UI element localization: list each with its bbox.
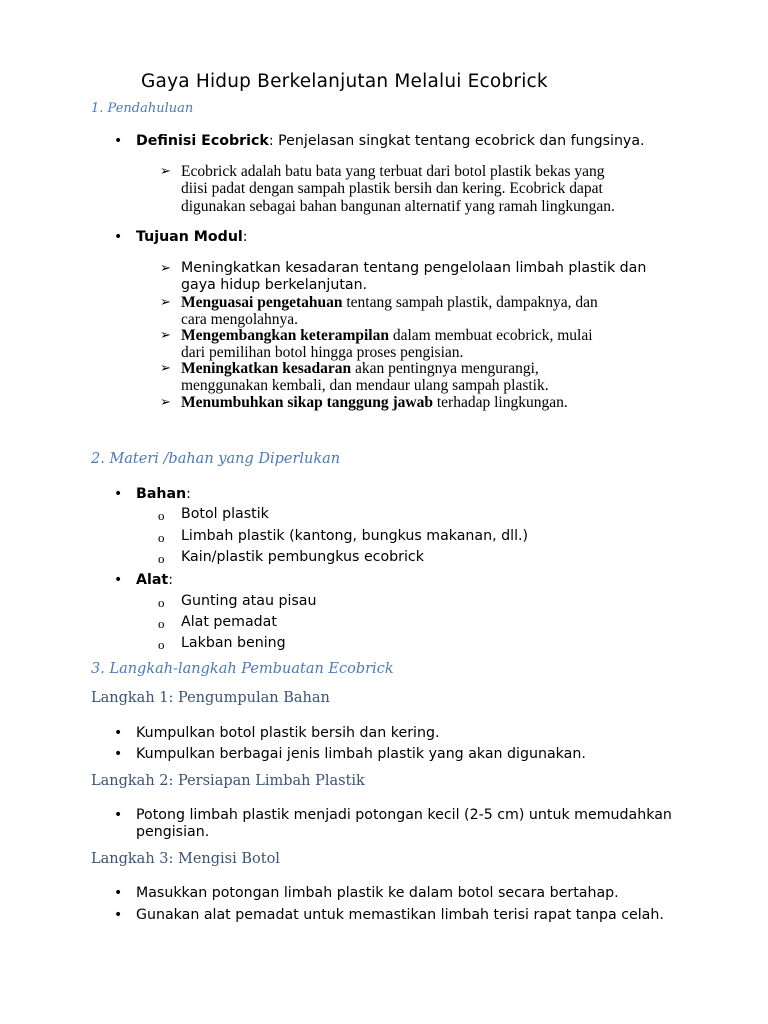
bullet-icon: •	[114, 907, 123, 923]
bullet-icon: •	[114, 807, 123, 823]
step-2-title: Langkah 2: Persiapan Limbah Plastik	[91, 773, 365, 789]
bahan-label: Bahan	[136, 486, 187, 502]
tujuan-item-line	[181, 394, 568, 411]
step-1-item: Kumpulkan botol plastik bersih dan kering.	[136, 725, 440, 741]
definisi-text: : Penjelasan singkat tentang ecobrick dan fungsinya.	[268, 133, 645, 149]
step-3-title: Langkah 3: Mengisi Botol	[91, 851, 280, 867]
circle-bullet-icon: o	[158, 595, 165, 610]
bahan-item	[136, 486, 191, 503]
tujuan-item-bold: Meningkatkan kesadaran	[181, 360, 352, 377]
tujuan-item-bold: Mengembangkan keterampilan	[181, 327, 389, 344]
bullet-icon: •	[114, 133, 123, 149]
tujuan-item-line	[181, 294, 598, 311]
tujuan-item-rest: terhadap lingkungan.	[432, 394, 568, 411]
step-1-title: Langkah 1: Pengumpulan Bahan	[91, 690, 330, 706]
tujuan-item-line	[181, 360, 539, 377]
step-1-item: Kumpulkan berbagai jenis limbah plastik yang akan digunakan.	[136, 746, 586, 762]
section-2-heading: 2. Materi /bahan yang Diperlukan	[91, 451, 341, 467]
tujuan-item-rest: akan pentingnya mengurangi,	[351, 360, 539, 377]
alat-list-item: Alat pemadat	[181, 614, 277, 630]
bullet-icon: •	[114, 885, 123, 901]
step-3-item: Masukkan potongan limbah plastik ke dalam botol secara bertahap.	[136, 885, 619, 901]
alat-colon: :	[168, 572, 173, 588]
tujuan-item-bold: Menguasai pengetahuan	[181, 294, 343, 311]
bullet-icon: •	[114, 229, 123, 245]
section-1-heading: 1. Pendahuluan	[91, 101, 194, 116]
alat-item	[136, 572, 173, 589]
section-3-heading: 3. Langkah-langkah Pembuatan Ecobrick	[91, 661, 394, 677]
arrow-bullet-icon: ➢	[160, 328, 171, 343]
arrow-bullet-icon: ➢	[160, 164, 171, 179]
arrow-bullet-icon: ➢	[160, 361, 171, 376]
arrow-bullet-icon: ➢	[160, 295, 171, 310]
circle-bullet-icon: o	[158, 637, 165, 652]
alat-list-item: Lakban bening	[181, 635, 286, 651]
bullet-icon: •	[114, 486, 123, 502]
tujuan-item-line	[181, 327, 593, 344]
bahan-list-item: Botol plastik	[181, 506, 269, 522]
definisi-label: Definisi Ecobrick	[136, 133, 269, 149]
step-2-item-line: Potong limbah plastik menjadi potongan kecil (2-5 cm) untuk memudahkan	[136, 807, 672, 823]
tujuan-item-line: menggunakan kembali, dan mendaur ulang sampah plastik.	[181, 377, 549, 394]
arrow-bullet-icon: ➢	[160, 261, 171, 276]
definisi-detail-line: diisi padat dengan sampah plastik bersih dan kering. Ecobrick dapat	[181, 180, 603, 197]
tujuan-item-line: gaya hidup berkelanjutan.	[181, 277, 368, 293]
step-3-item: Gunakan alat pemadat untuk memastikan limbah terisi rapat tanpa celah.	[136, 907, 664, 923]
arrow-bullet-icon: ➢	[160, 395, 171, 410]
circle-bullet-icon: o	[158, 551, 165, 566]
tujuan-item-line: Meningkatkan kesadaran tentang pengelolaan limbah plastik dan	[181, 260, 647, 276]
bahan-list-item: Kain/plastik pembungkus ecobrick	[181, 549, 424, 565]
step-2-item-line: pengisian.	[136, 824, 210, 840]
tujuan-item-line: cara mengolahnya.	[181, 311, 299, 328]
alat-label: Alat	[136, 572, 169, 588]
bullet-icon: •	[114, 572, 123, 588]
tujuan-item-bold: Menumbuhkan sikap tanggung jawab	[181, 394, 433, 411]
tujuan-item	[136, 229, 248, 246]
tujuan-item-rest: dalam membuat ecobrick, mulai	[388, 327, 593, 344]
bullet-icon: •	[114, 725, 123, 741]
definisi-detail-line: digunakan sebagai bahan bangunan alternatif yang ramah lingkungan.	[181, 198, 615, 215]
bahan-colon: :	[186, 486, 191, 502]
circle-bullet-icon: o	[158, 616, 165, 631]
tujuan-colon: :	[242, 229, 248, 245]
definisi-item	[136, 133, 645, 150]
tujuan-label: Tujuan Modul	[136, 229, 243, 245]
circle-bullet-icon: o	[158, 530, 165, 545]
alat-list-item: Gunting atau pisau	[181, 593, 317, 609]
bahan-list-item: Limbah plastik (kantong, bungkus makanan, dll.)	[181, 528, 529, 544]
definisi-detail-line: Ecobrick adalah batu bata yang terbuat dari botol plastik bekas yang	[181, 163, 605, 180]
bullet-icon: •	[114, 746, 123, 762]
tujuan-item-rest: tentang sampah plastik, dampaknya, dan	[342, 294, 598, 311]
circle-bullet-icon: o	[158, 508, 165, 523]
document-title: Gaya Hidup Berkelanjutan Melalui Ecobrick	[141, 71, 548, 92]
tujuan-item-line: dari pemilihan botol hingga proses pengisian.	[181, 344, 464, 361]
